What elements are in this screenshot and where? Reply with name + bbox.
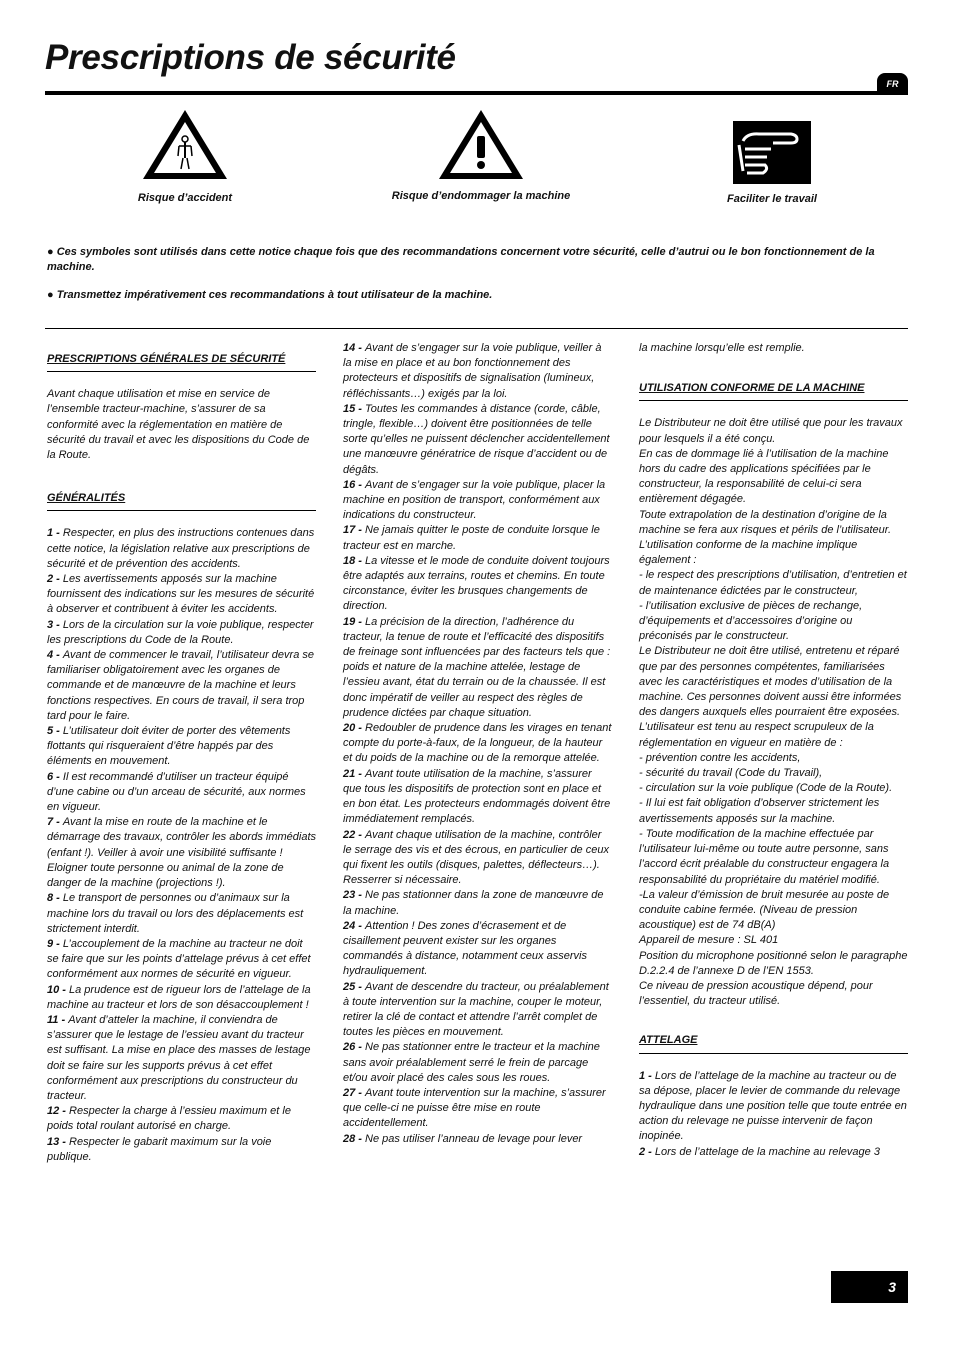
item-number: 19 - [343, 615, 366, 628]
item-number: 28 - [343, 1132, 366, 1145]
item-number: 8 - [47, 892, 63, 905]
item-text: Respecter le gabarit maximum sur la voie publique. [47, 1135, 272, 1163]
list-item [639, 1069, 908, 1145]
item-number: 11 - [47, 1013, 69, 1026]
list-item [47, 648, 316, 724]
list-item [47, 1104, 316, 1134]
list-item [47, 572, 316, 618]
item-text: Respecter, en plus des instructions contenues dans cette notice, la législation relative aux prescriptions de sécurité et de prévention des accidents. [47, 527, 315, 570]
section-heading: PRESCRIPTIONS GÉNÉRALES DE SÉCURITÉ [47, 352, 316, 372]
paragraph: - Toute modification de la machine effectuée par l’utilisateur lui-même ou toute autre personne, sans l’accord écrit préalable du constructeur engagera la responsabilité du propriétaire du matériel modifié. [639, 827, 890, 886]
item-number: 15 - [343, 402, 366, 415]
list-item [343, 478, 613, 524]
title-rule [45, 91, 908, 95]
item-list [343, 341, 613, 1147]
item-text: Avant toute utilisation de la machine, s’assurer que tous les dispositifs de protection sont en place et en bon état. Les protecteurs endommagés doivent être immédiatement remplacés. [343, 767, 611, 826]
list-item [47, 526, 316, 572]
list-item [343, 919, 613, 980]
paragraph: - l’utilisation exclusive de pièces de rechange, d’équipements et d’accessoires d’origine ou préconisés par le constructeur. [639, 599, 863, 643]
item-number: 20 - [343, 722, 366, 735]
paragraph: - le respect des prescriptions d’utilisation, d’entretien et de maintenance édictées par le constructeur, [639, 569, 907, 597]
item-list [639, 1069, 908, 1160]
item-number: 5 - [47, 725, 63, 738]
item-number: 1 - [47, 527, 63, 540]
item-text: Il est recommandé d’utiliser un tracteur équipé d’une cabine ou d’un arceau de sécurité, aux normes en vigueur. [47, 770, 306, 814]
item-list [47, 526, 316, 1165]
item-text: Avant toute intervention sur la machine, s’assurer que celle-ci ne puisse être mise en route accidentellement. [343, 1086, 606, 1130]
paragraph: - sécurité du travail (Code du Travail), [639, 767, 823, 780]
item-text: La prudence est de rigueur lors de l’attelage de la machine au tracteur et lors de son désaccouplement ! [47, 983, 311, 1011]
item-text: Lors de l’attelage de la machine au relevage 3 [654, 1145, 880, 1158]
list-item [343, 980, 613, 1041]
list-item [343, 615, 613, 721]
list-item [47, 1013, 316, 1104]
paragraph: Le Distributeur ne doit être utilisé que pour les travaux pour lesquels il a été conçu. [639, 417, 903, 445]
section-heading: UTILISATION CONFORME DE LA MACHINE [639, 381, 908, 401]
paragraph: L’utilisateur est tenu au respect scrupuleux de la réglementation en vigueur en matière de : [639, 721, 874, 749]
list-item [343, 341, 613, 402]
section-text: Avant chaque utilisation et mise en service de l’ensemble tracteur-machine, s’assurer de sa conformité avec la réglementation en matière de sécurité du travail et avec les dispositions du Code de la Route. [47, 388, 310, 462]
item-number: 9 - [47, 937, 63, 950]
item-number: 23 - [343, 889, 366, 902]
item-text: Respecter la charge à l’essieu maximum et le poids total roulant autorisé en charge. [47, 1105, 291, 1133]
continued-text: la machine lorsqu’elle est remplie. [639, 342, 805, 354]
page-number: 3 [831, 1271, 908, 1303]
item-number: 12 - [47, 1105, 70, 1118]
item-text: Avant de descendre du tracteur, ou préalablement à toute intervention sur la machine, couper le moteur, retirer la clé de contact et attendre l’arrêt complet de toutes les pièces en mouvement. [343, 980, 609, 1039]
item-text: Le transport de personnes ou d’animaux sur la machine lors du travail ou lors des déplacements est strictement interdit. [47, 892, 304, 935]
item-number: 14 - [343, 342, 366, 354]
item-text: Avant de s’engager sur la voie publique, placer la machine en position de transport, conformément aux indications du constructeur. [343, 478, 606, 522]
item-number: 25 - [343, 980, 366, 993]
person-warning-triangle-icon [140, 106, 230, 182]
list-item [47, 815, 316, 891]
paragraph: - circulation sur la voie publique (Code de la Route). [639, 782, 893, 795]
item-text: Les avertissements apposés sur la machine fournissent des indications sur les mesures de sécurité à observer et contribuent à éviter les accidents. [47, 573, 315, 616]
list-item [343, 1132, 613, 1147]
pointing-hand-icon [733, 121, 811, 184]
paragraph: Position du microphone positionné selon le paragraphe D.2.2.4 de l’annexe D de l’EN 1553. [639, 949, 908, 977]
list-item [343, 402, 613, 478]
paragraph: Appareil de mesure : SL 401 [639, 934, 779, 947]
list-item [343, 721, 613, 767]
item-number: 16 - [343, 478, 366, 491]
list-item [47, 891, 316, 937]
item-text: L’utilisateur doit éviter de porter des vêtements flottants qui risqueraient d’être happés par des éléments en mouvement. [47, 725, 291, 768]
paragraph: - Il lui est fait obligation d’observer strictement les avertissements apposés sur la machine. [639, 797, 880, 825]
item-number: 24 - [343, 919, 366, 932]
column-right [639, 341, 908, 1160]
item-number: 22 - [343, 828, 366, 841]
item-text: Avant d’atteler la machine, il conviendra de s’assurer que le lestage de l’essieu avant du tracteur est suffisant. La mise en place des masses de lestage doit se faire sur les supports prévus à cet effet conformément aux prescriptions du constructeur du tracteur. [47, 1013, 311, 1102]
item-number: 21 - [343, 767, 366, 780]
item-number: 10 - [47, 983, 70, 996]
column-left [47, 352, 316, 1165]
list-item [343, 1086, 613, 1132]
symbol-machine-damage [371, 106, 591, 202]
paragraph: - prévention contre les accidents, [639, 751, 801, 764]
item-number: 17 - [343, 524, 366, 537]
item-text: La vitesse et le mode de conduite doivent toujours être adaptés aux terrains, routes et chemins. En toute circonstance, éviter les brusques changements de direction. [343, 554, 610, 613]
item-text: Lors de la circulation sur la voie publique, respecter les prescriptions du Code de la Route. [47, 618, 314, 646]
list-item [343, 767, 613, 828]
list-item [343, 888, 613, 918]
paragraph-list [639, 416, 908, 1009]
item-number: 27 - [343, 1086, 366, 1099]
item-number: 26 - [343, 1041, 366, 1054]
paragraph: Toute extrapolation de la destination d’origine de la machine se fera aux risques et périls de l’utilisateur. [639, 508, 892, 536]
paragraph: Ce niveau de pression acoustique dépend, pour l’essentiel, du tracteur utilisé. [639, 979, 873, 1008]
list-item [47, 724, 316, 770]
list-item [47, 1135, 316, 1165]
item-number: 18 - [343, 554, 366, 567]
item-number: 2 - [639, 1145, 655, 1158]
list-item [343, 1040, 613, 1086]
item-number: 13 - [47, 1135, 70, 1148]
intro-note: ● Ces symboles sont utilisés dans cette notice chaque fois que des recommandations concernent votre sécurité, celle d’autrui ou le bon fonctionnement de la machine. [47, 246, 875, 273]
symbol-accident [110, 106, 260, 204]
item-number: 1 - [639, 1069, 655, 1082]
item-text: Ne pas stationner dans la zone de manœuvre de la machine. [343, 889, 604, 917]
symbol-caption: Faciliter le travail [727, 193, 817, 205]
paragraph: -La valeur d’émission de bruit mesurée au poste de conduite cabine fermée. (Niveau de pression acoustique) est de 74 dB(A) [639, 888, 890, 932]
item-text: Ne jamais quitter le poste de conduite lorsque le tracteur est en marche. [343, 524, 600, 552]
item-number: 2 - [47, 573, 63, 586]
item-text: Ne pas utiliser l’anneau de levage pour lever [365, 1132, 583, 1145]
symbol-caption: Risque d’accident [137, 192, 233, 204]
item-number: 6 - [47, 770, 63, 783]
item-text: L’accouplement de la machine au tracteur ne doit se faire que sur les points d’attelage prévus à cet effet conformément aux normes de sécurité en vigueur. [47, 937, 311, 981]
list-item [343, 523, 613, 553]
list-item [639, 1145, 908, 1160]
paragraph: L’utilisation conforme de la machine implique également : [639, 539, 858, 567]
exclamation-warning-triangle-icon [436, 106, 526, 182]
list-item [47, 937, 316, 983]
language-badge: FR [877, 73, 908, 95]
intro-note: ● Transmettez impérativement ces recommandations à tout utilisateur de la machine. [47, 289, 493, 301]
page-title: Prescriptions de sécurité [45, 38, 456, 77]
item-text: Toutes les commandes à distance (corde, câble, tringle, flexible…) doivent être positionnées de telle sorte qu’elles ne puissent déclencher accidentellement une manœuvre génératrice de risque d’accident ou de dégâts. [343, 402, 610, 476]
list-item [47, 770, 316, 816]
item-text: Avant chaque utilisation de la machine, contrôler le serrage des vis et des écrous, en particulier de ceux qui fixent les outils (disques, palettes, déflecteurs…). Resserrer si nécessaire. [343, 828, 609, 887]
paragraph: En cas de dommage lié à l’utilisation de la machine hors du cadre des applications spécifiées par le constructeur, la responsabilité de celui-ci sera entièrement dégagée. [639, 447, 889, 506]
item-text: Avant la mise en route de la machine et le démarrage des travaux, contrôler les abords immédiats (enfant !). Veiller à avoir une visibilité suffisante ! Eloigner toute personne ou animal de la zone de danger de la machine (projections !). [47, 816, 317, 890]
item-text: Avant de commencer le travail, l’utilisateur devra se familiariser obligatoirement avec les organes de commande et de manœuvre de la machine et leurs fonctions respectives. En cours de travail, il sera trop tard pour le faire. [47, 649, 314, 722]
list-item [47, 618, 316, 648]
section-heading: GÉNÉRALITÉS [47, 491, 316, 511]
item-text: Attention ! Des zones d’écrasement et de cisaillement peuvent exister sur les organes commandés à distance, notamment ceux asservis hydrauliquement. [343, 919, 587, 978]
item-text: Ne pas stationner entre le tracteur et la machine sans avoir préalablement serré le frein de parcage et/ou avoir placé des cales sous les roues. [343, 1041, 600, 1084]
list-item [343, 828, 613, 889]
symbol-caption: Risque d’endommager la machine [391, 190, 571, 202]
list-item [343, 554, 613, 615]
section-heading: ATTELAGE [639, 1033, 908, 1053]
item-text: Redoubler de prudence dans les virages en tenant compte du porte-à-faux, de la longueur, de la hauteur et du poids de la machine ou de la remorque attelée. [343, 722, 612, 765]
item-number: 4 - [47, 649, 63, 662]
item-text: La précision de la direction, l’adhérence du tracteur, la tenue de route et l’efficacité des dispositifs de freinage sont influencées par des facteurs tels que : poids et nature de la machine attelée, lestage de l’essieu avant, état du terrain ou de la chaussée. Il est donc impératif de veiller au respect des règles de prudence dictées par chaque situation. [343, 615, 611, 719]
symbol-facilitate-work [697, 121, 847, 205]
item-text: Avant de s’engager sur la voie publique, veiller à la mise en place et au bon fonctionnement des protecteurs et dispositifs de signalisation (lumineux, réfléchissants…) exigés par la loi. [343, 342, 602, 400]
item-number: 7 - [47, 816, 63, 829]
item-number: 3 - [47, 618, 63, 631]
item-text: Lors de l’attelage de la machine au tracteur ou de sa dépose, placer le levier de commande du relevage hydraulique dans une position telle que toute entrée en action du relevage ne puisse intervenir de façon inopinée. [639, 1069, 907, 1143]
column-middle [343, 341, 613, 1147]
list-item [47, 983, 316, 1013]
paragraph: Le Distributeur ne doit être utilisé, entretenu et réparé que par des personnes compétentes, familiarisées avec les caractéristiques et modes d’utilisation de la machine. Ces personnes doivent aussi être informées des dangers auxquels elles pourraient être exposées. [639, 645, 902, 719]
section-divider [45, 328, 908, 329]
